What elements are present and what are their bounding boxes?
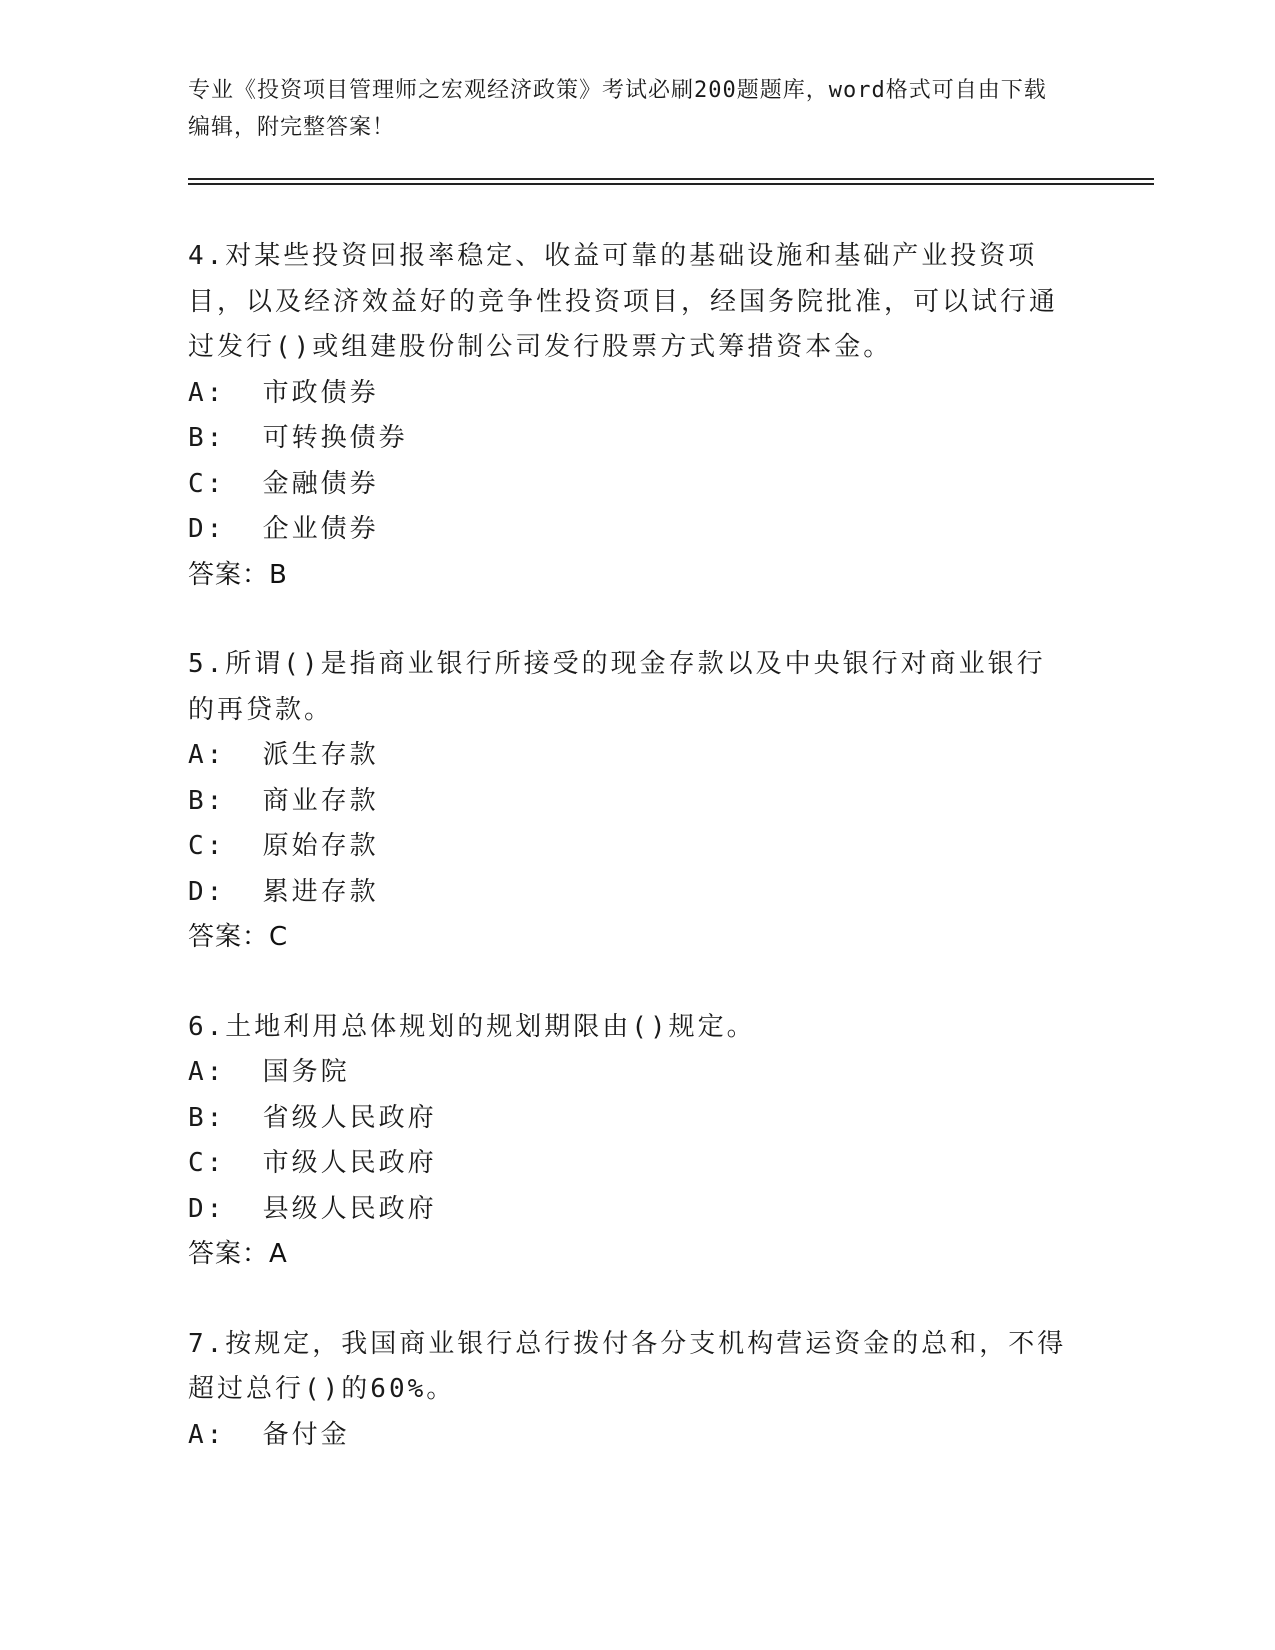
option-b: B: 省级人民政府: [188, 1102, 437, 1133]
option-d: D: 企业债券: [188, 514, 379, 544]
option-c: C: 原始存款: [188, 831, 379, 861]
option-b: B: 可转换债券: [188, 423, 408, 453]
option-c: C: 市级人民政府: [188, 1148, 437, 1178]
option-a: A: 派生存款: [188, 740, 379, 770]
option-a: A: 市政债券: [188, 377, 379, 408]
question-stem: 6.土地利用总体规划的规划期限由()规定。: [188, 1011, 756, 1042]
question-4: [188, 234, 1068, 598]
option-c: C: 金融债券: [188, 468, 379, 499]
question-stem: 7.按规定，我国商业银行总行拨付各分支机构营运资金的总和，不得超过总行()的60%。: [188, 1328, 1067, 1404]
header-rule-top: [188, 178, 1154, 180]
answer-line: 答案：C: [188, 922, 289, 952]
header-rule-bottom: [188, 183, 1154, 185]
answer-line: 答案：A: [188, 1239, 288, 1269]
option-b: B: 商业存款: [188, 785, 379, 816]
question-stem: 4.对某些投资回报率稳定、收益可靠的基础设施和基础产业投资项目，以及经济效益好的竞争性投资项目，经国务院批准，可以试行通过发行()或组建股份制公司发行股票方式筹措资本金。: [188, 241, 1059, 362]
option-a: A: 国务院: [188, 1057, 350, 1087]
question-stem: 5.所谓()是指商业银行所接受的现金存款以及中央银行对商业银行的再贷款。: [188, 649, 1046, 725]
document-header: 专业《投资项目管理师之宏观经济政策》考试必刷200题题库，word格式可自由下载编辑，附完整答案！: [188, 78, 1047, 140]
question-5: [188, 642, 1068, 961]
option-d: D: 累进存款: [188, 876, 379, 907]
option-d: D: 县级人民政府: [188, 1193, 437, 1224]
question-6: [188, 1005, 1068, 1278]
question-7: [188, 1322, 1068, 1459]
option-a: A: 备付金: [188, 1419, 350, 1450]
answer-line: 答案：B: [188, 559, 288, 590]
question-list: [188, 234, 1068, 1502]
